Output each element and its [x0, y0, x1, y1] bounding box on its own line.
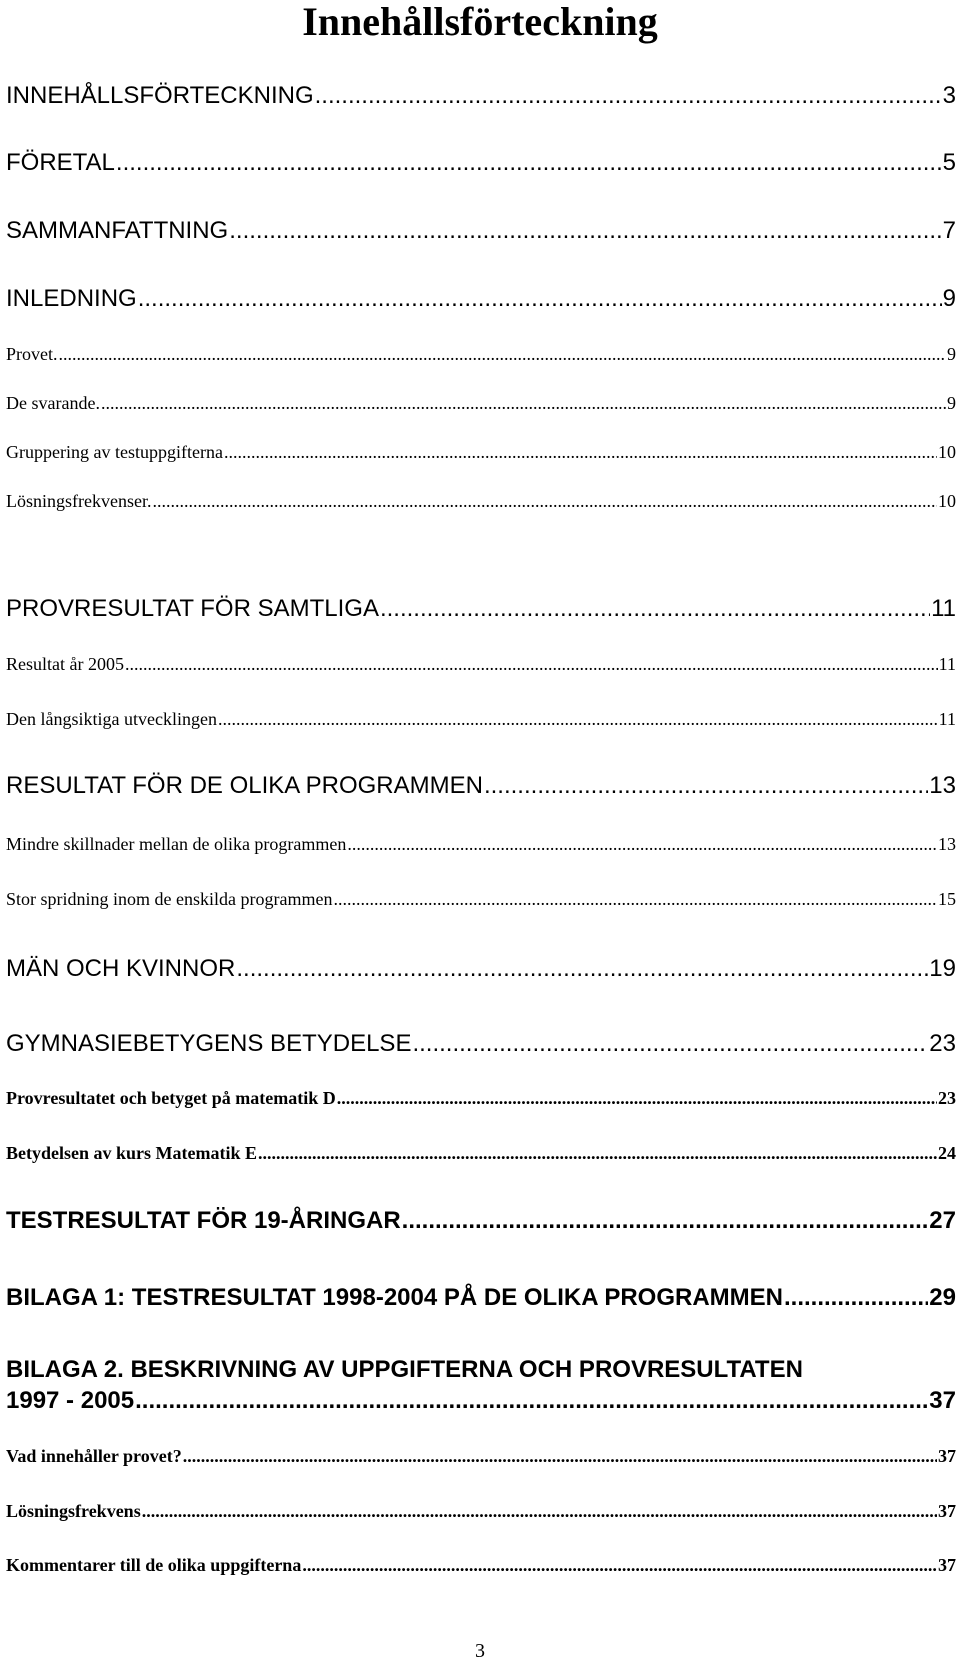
toc-entry-resultat-for-de-olika-programmen[interactable]	[6, 772, 956, 800]
toc-entry-page: 11	[938, 654, 956, 674]
toc-entry-line2	[6, 1385, 956, 1416]
toc-entry-text: INLEDNING	[6, 285, 137, 312]
toc-entry-text-line1: BILAGA 2. BESKRIVNING AV UPPGIFTERNA OCH PROVRESULTATEN	[6, 1356, 803, 1383]
toc-entry-page: 10	[938, 491, 956, 511]
toc-entry-page: 37	[938, 1446, 956, 1466]
toc-leader-dots	[784, 1284, 928, 1312]
toc-leader-dots	[315, 82, 942, 110]
toc-leader-dots	[402, 1207, 929, 1235]
toc-leader-dots	[218, 709, 938, 730]
toc-entry-page: 13	[929, 772, 956, 799]
toc-entry-text: MÄN OCH KVINNOR	[6, 955, 236, 982]
toc-entry-page: 37	[929, 1387, 956, 1414]
toc-entry-page: 9	[942, 285, 956, 312]
toc-entry-text: RESULTAT FÖR DE OLIKA PROGRAMMEN	[6, 772, 483, 799]
toc-entry-page: 29	[929, 1284, 956, 1311]
toc-leader-dots	[229, 217, 941, 245]
toc-entry-page: 11	[938, 709, 956, 729]
toc-entry-text: Stor spridning inom de enskilda programmen	[6, 889, 333, 909]
toc-entry-page: 5	[942, 149, 956, 176]
toc-leader-dots	[337, 1088, 937, 1109]
toc-entry-losningsfrekvens[interactable]	[6, 1501, 956, 1522]
toc-entry-gymnasiebetygens-betydelse[interactable]	[6, 1030, 956, 1058]
toc-leader-dots	[258, 1143, 937, 1164]
toc-leader-dots	[302, 1555, 937, 1576]
toc-entry-mindre-skillnader[interactable]	[6, 834, 956, 855]
toc-entry-page: 24	[938, 1143, 956, 1163]
toc-entry-bilaga-2[interactable]	[6, 1354, 956, 1416]
toc-entry-sammanfattning[interactable]	[6, 217, 956, 245]
toc-entry-text: Den långsiktiga utvecklingen	[6, 709, 217, 729]
toc-entry-innehallsforteckning[interactable]	[6, 82, 956, 110]
toc-entry-provresultatet-och-betyget[interactable]	[6, 1088, 956, 1109]
toc-entry-text: Mindre skillnader mellan de olika programmen	[6, 834, 347, 854]
toc-leader-dots	[224, 442, 937, 463]
toc-entry-page: 23	[938, 1088, 956, 1108]
toc-entry-gruppering[interactable]	[6, 442, 956, 463]
toc-leader-dots	[412, 1030, 928, 1058]
toc-leader-dots	[59, 344, 947, 365]
toc-leader-dots	[236, 955, 928, 983]
toc-leader-dots	[138, 285, 942, 313]
toc-entry-text: Kommentarer till de olika uppgifterna	[6, 1555, 302, 1575]
toc-entry-inledning[interactable]	[6, 285, 956, 313]
toc-entry-testresultat-for-19-aringar[interactable]	[6, 1207, 956, 1235]
toc-leader-dots	[142, 1501, 937, 1522]
toc-leader-dots	[484, 772, 928, 800]
toc-entry-text: INNEHÅLLSFÖRTECKNING	[6, 82, 314, 109]
toc-entry-vad-innehaller-provet[interactable]	[6, 1446, 956, 1467]
toc-entry-de-svarande[interactable]	[6, 393, 956, 414]
toc-entry-page: 27	[929, 1207, 956, 1234]
toc-entry-losningsfrekvenser[interactable]	[6, 491, 956, 512]
toc-entry-text: Vad innehåller provet?	[6, 1446, 182, 1466]
toc-entry-provresultat-for-samtliga[interactable]	[6, 595, 956, 623]
toc-entry-page: 9	[947, 344, 956, 364]
toc-leader-dots	[333, 889, 937, 910]
toc-entry-foretal[interactable]	[6, 149, 956, 177]
toc-entry-page: 37	[938, 1555, 956, 1575]
toc-entry-page: 15	[938, 889, 956, 909]
toc-entry-page: 10	[938, 442, 956, 462]
toc-leader-dots	[152, 491, 937, 512]
toc-entry-text: GYMNASIEBETYGENS BETYDELSE	[6, 1030, 412, 1057]
page-title: Innehållsförteckning	[302, 0, 658, 44]
toc-entry-text: PROVRESULTAT FÖR SAMTLIGA	[6, 595, 379, 622]
toc-entry-bilaga-1[interactable]	[6, 1284, 956, 1312]
toc-entry-betydelsen-av-kurs-matematik-e[interactable]	[6, 1143, 956, 1164]
toc-entry-text: Lösningsfrekvenser.	[6, 491, 152, 511]
toc-entry-kommentarer[interactable]	[6, 1555, 956, 1576]
toc-entry-text: De svarande.	[6, 393, 100, 413]
toc-entry-page: 13	[938, 834, 956, 854]
toc-entry-page: 19	[929, 955, 956, 982]
toc-entry-page: 7	[942, 217, 956, 244]
toc-entry-page: 11	[931, 595, 956, 622]
toc-entry-page: 23	[929, 1030, 956, 1057]
toc-entry-den-langsiktiga-utvecklingen[interactable]	[6, 709, 956, 730]
toc-leader-dots	[347, 834, 937, 855]
toc-leader-dots	[101, 393, 946, 414]
toc-entry-text: BILAGA 1: TESTRESULTAT 1998-2004 PÅ DE OLIKA PROGRAMMEN	[6, 1284, 783, 1311]
toc-entry-text: TESTRESULTAT FÖR 19-ÅRINGAR	[6, 1207, 401, 1234]
toc-entry-page: 37	[938, 1501, 956, 1521]
toc-entry-page: 9	[947, 393, 956, 413]
toc-entry-text: Provresultatet och betyget på matematik D	[6, 1088, 336, 1108]
toc-leader-dots	[125, 654, 938, 675]
toc-entry-text: Lösningsfrekvens	[6, 1501, 141, 1521]
toc-entry-resultat-ar-2005[interactable]	[6, 654, 956, 675]
toc-entry-stor-spridning[interactable]	[6, 889, 956, 910]
toc-entry-provet[interactable]	[6, 344, 956, 365]
toc-leader-dots	[183, 1446, 937, 1467]
toc-entry-man-och-kvinnor[interactable]	[6, 955, 956, 983]
toc-entry-page: 3	[942, 82, 956, 109]
toc-entry-text: SAMMANFATTNING	[6, 217, 229, 244]
toc-entry-text: FÖRETAL	[6, 149, 115, 176]
toc-entry-text: Gruppering av testuppgifterna	[6, 442, 223, 462]
toc-entry-text-line2: 1997 - 2005	[6, 1387, 135, 1414]
toc-leader-dots	[380, 595, 930, 623]
toc-leader-dots	[135, 1385, 928, 1416]
toc-entry-text: Betydelsen av kurs Matematik E	[6, 1143, 257, 1163]
toc-entry-text: Resultat år 2005	[6, 654, 124, 674]
toc-leader-dots	[116, 149, 942, 177]
page-number: 3	[475, 1640, 485, 1662]
toc-entry-text: Provet.	[6, 344, 58, 364]
